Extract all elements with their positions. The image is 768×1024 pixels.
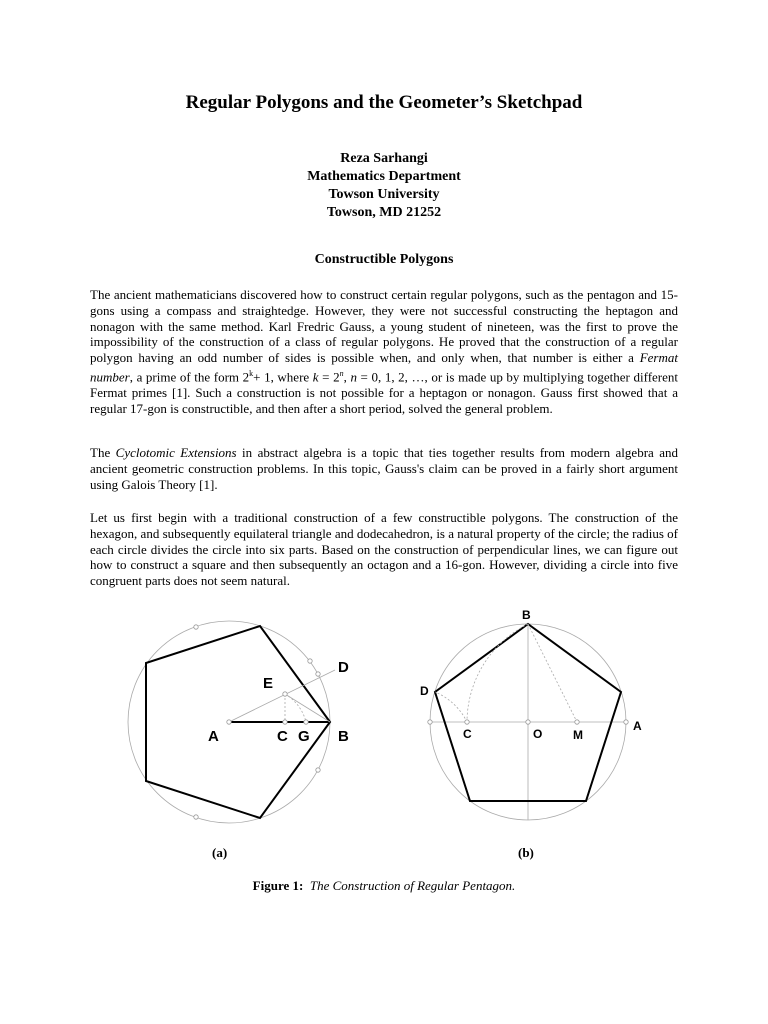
label-b-B: B (522, 608, 531, 622)
arc-eg (285, 694, 306, 722)
line-eb (285, 694, 330, 722)
label-a-E: E (263, 675, 274, 692)
label-a-A: A (208, 728, 219, 745)
diagram-a (128, 621, 349, 823)
p1-sup-n: n (339, 368, 344, 378)
author-block (0, 150, 768, 222)
label-a-D: D (338, 659, 349, 676)
p1-term-fermat: Fermat number (90, 350, 678, 385)
p1-text-b: , a prime of the form 2 (129, 369, 250, 385)
paragraph-construction: Let us first begin with a traditional construction of a few constructible polygons. The construction of the hexagon, and subsequently equilateral triangle and dodecahedron, is a natural property of the circle; the radius of each circle divides the circle into six parts. Based on the construction of perpendicular lines, we can figure out how to construct a square and then subsequently an octagon and a 16-gon. However, dividing a circle into five congruent parts does not seem natural. (90, 510, 678, 589)
p2-term-cyclotomic: Cyclotomic Extensions (115, 445, 237, 460)
paragraph-fermat (90, 287, 678, 417)
p1-var-k: k (312, 369, 319, 385)
label-b-O: O (533, 727, 543, 741)
p1-var-n: n (350, 369, 357, 385)
p1-text-f: = 0, 1, 2, …, or is made up by multiplying together different Fermat primes [1]. Such a construction is not possible for a heptagon or nonagon. Gauss first showed that a regular 17-gon is constructible, and then after a short period, solved the general problem. (90, 369, 679, 416)
author-name: Reza Sarhangi (340, 151, 428, 166)
figure-caption (0, 878, 768, 894)
author-university: Towson University (328, 187, 440, 202)
p1-text-d: = 2 (318, 369, 340, 385)
paper-title: Regular Polygons and the Geometer’s Sketchpad (185, 92, 583, 113)
label-a-C: C (277, 728, 288, 745)
diagram-b (420, 608, 642, 820)
pentagon-construction-figure (0, 600, 768, 860)
p1-sup-k: k (249, 368, 254, 378)
label-a-B: B (338, 728, 349, 745)
p1-text-c: + 1, where (253, 369, 313, 385)
author-address: Towson, MD 21252 (326, 205, 442, 220)
p2-text-b: in abstract algebra is a topic that ties together results from modern algebra and ancient geometric construction problems. In this topic, Gauss's claim can be proved in a fairly short argument using Galois Theory [1]. (90, 445, 678, 492)
subfigure-label-a: (a) (212, 845, 228, 860)
line-ad (229, 670, 335, 722)
caption-text: The Construction of Regular Pentagon. (309, 878, 516, 893)
paragraph-cyclotomic (90, 445, 678, 492)
subfigure-label-b: (b) (518, 845, 534, 860)
label-a-G: G (298, 728, 310, 745)
label-b-C: C (463, 727, 472, 741)
label-b-D: D (420, 684, 429, 698)
label-b-M: M (573, 728, 583, 742)
author-department: Mathematics Department (307, 169, 461, 184)
p2-text-a: The (90, 445, 116, 460)
caption-label: Figure 1: (252, 878, 304, 893)
p1-text-e: , (343, 369, 351, 385)
p1-text-a: The ancient mathematicians discovered how to construct certain regular polygons, such as the pentagon and 15-gons using a compass and straightedge. However, they were not successful constructing the heptagon and nonagon with the same method. Karl Fredric Gauss, a young student of nineteen, was the first to prove the impossibility of the construction of a class of regular polygons. He proved that the construction of a regular polygon having an odd number of sides is possible when, and only when, that number is either a (90, 287, 678, 366)
label-b-A: A (633, 719, 642, 733)
section-heading: Constructible Polygons (314, 252, 454, 267)
line-bm (528, 624, 577, 722)
